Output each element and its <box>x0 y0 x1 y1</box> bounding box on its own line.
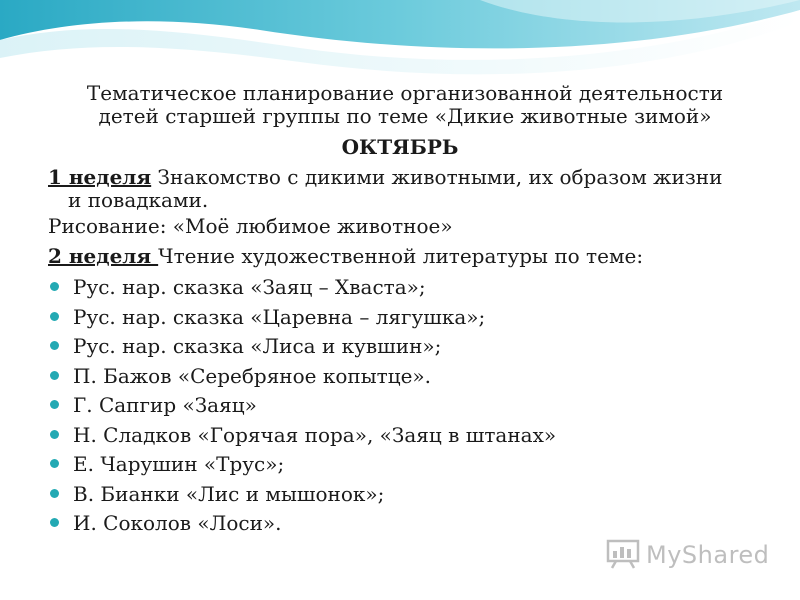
presentation-board-icon <box>606 539 640 569</box>
week2-line <box>48 245 768 268</box>
bullet-icon <box>50 312 59 321</box>
month-heading: ОКТЯБРЬ <box>341 135 459 159</box>
bullet-icon <box>50 489 59 498</box>
week2-text: Чтение художественной литературы по теме: <box>158 244 644 268</box>
list-item: Рус. нар. сказка «Царевна – лягушка»; <box>48 306 556 336</box>
bullet-icon <box>50 430 59 439</box>
list-item: Е. Чарушин «Трус»; <box>48 453 556 483</box>
week1-text: Знакомство с дикими животными, их образом жизни <box>151 165 723 189</box>
week1-text-continuation: и повадками. <box>68 188 209 212</box>
list-item: Рус. нар. сказка «Заяц – Хваста»; <box>48 276 556 306</box>
week1-label: 1 неделя <box>48 165 152 189</box>
list-item: П. Бажов «Серебряное копытце». <box>48 365 556 395</box>
bullet-icon <box>50 371 59 380</box>
week2-label: 2 неделя <box>48 244 159 268</box>
bullet-icon <box>50 459 59 468</box>
list-item: Н. Сладков «Горячая пора», «Заяц в штанах» <box>48 424 556 454</box>
drawing-activity: Рисование: «Моё любимое животное» <box>48 214 453 238</box>
header-wave-decoration <box>0 0 800 90</box>
watermark-text: MyShared <box>646 541 770 569</box>
page-title-line-2: детей старшей группы по теме «Дикие животные зимой» <box>98 104 712 128</box>
bullet-icon <box>50 518 59 527</box>
list-item: И. Соколов «Лоси». <box>48 512 556 542</box>
bullet-icon <box>50 400 59 409</box>
reading-list <box>48 276 556 542</box>
list-item: Г. Сапгир «Заяц» <box>48 394 556 424</box>
list-item: Рус. нар. сказка «Лиса и кувшин»; <box>48 335 556 365</box>
page-title-line-1: Тематическое планирование организованной деятельности <box>86 81 724 105</box>
bullet-icon <box>50 341 59 350</box>
watermark-logo <box>606 537 770 573</box>
week1-line <box>48 166 768 189</box>
list-item: В. Бианки «Лис и мышонок»; <box>48 483 556 513</box>
bullet-icon <box>50 282 59 291</box>
